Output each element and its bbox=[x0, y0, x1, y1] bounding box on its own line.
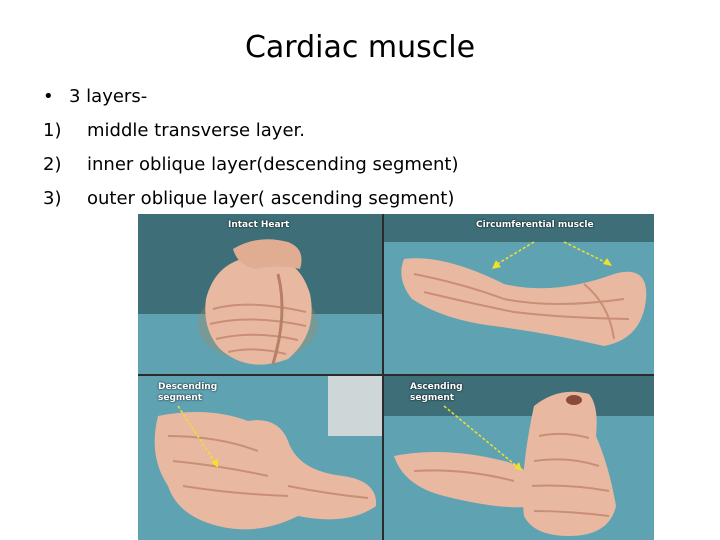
list-text-2: inner oblique layer(descending segment) bbox=[87, 154, 459, 175]
panel-ascending-segment bbox=[384, 376, 654, 540]
panel-label-intact-heart: Intact Heart bbox=[228, 220, 290, 230]
list-item-1 bbox=[43, 120, 305, 141]
list-marker-3: 3) bbox=[43, 188, 62, 209]
bullet-text: 3 layers- bbox=[69, 86, 148, 107]
panel-label-descending-line2: segment bbox=[158, 393, 203, 403]
list-marker-1: 1) bbox=[43, 120, 62, 141]
heart-dissection-figure bbox=[138, 214, 654, 540]
list-item-2 bbox=[43, 154, 458, 175]
panel-label-ascending-line1: Ascending bbox=[410, 382, 463, 392]
panel-label-ascending-line2: segment bbox=[410, 393, 455, 403]
list-text-1: middle transverse layer. bbox=[87, 120, 305, 141]
list-text-3: outer oblique layer( ascending segment) bbox=[87, 188, 455, 209]
circumferential-muscle-photo bbox=[384, 214, 654, 374]
panel-intact-heart bbox=[138, 214, 382, 374]
panel-descending-segment bbox=[138, 376, 382, 540]
panel-label-ascending bbox=[410, 382, 463, 404]
list-marker-2: 2) bbox=[43, 154, 62, 175]
panel-label-descending bbox=[158, 382, 217, 404]
intact-heart-photo bbox=[138, 214, 382, 374]
panel-label-descending-line1: Descending bbox=[158, 382, 218, 392]
panel-label-circumferential: Circumferential muscle bbox=[476, 220, 594, 230]
list-item-3 bbox=[43, 188, 454, 209]
bullet-line bbox=[43, 86, 147, 107]
slide-title: Cardiac muscle bbox=[244, 30, 476, 65]
panel-circumferential-muscle bbox=[384, 214, 654, 374]
bullet-dot: • bbox=[43, 86, 54, 107]
